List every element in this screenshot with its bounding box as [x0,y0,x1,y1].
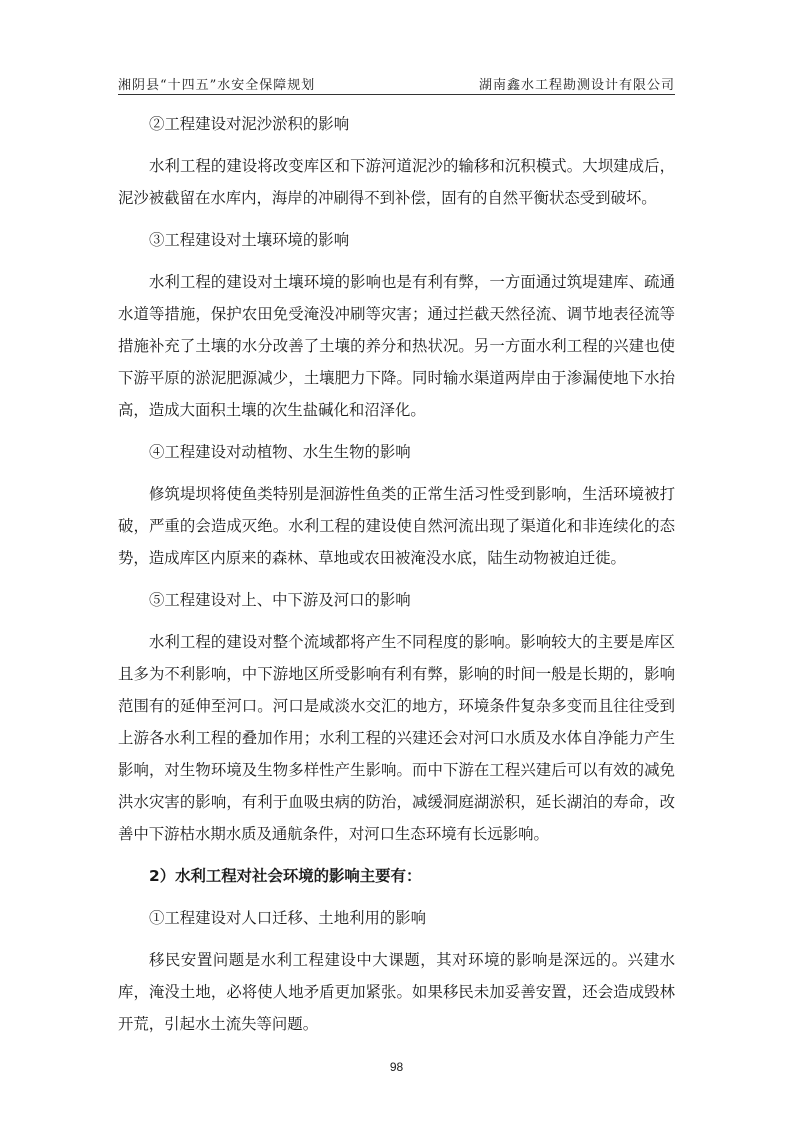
section-heading: ②工程建设对泥沙淤积的影响 [149,115,350,133]
section-heading: ④工程建设对动植物、水生生物的影响 [149,443,411,461]
subsection-paragraph: 移民安置问题是水利工程建设中大课题，其对环境的影响是深远的。兴建水库，淹没土地，必将使人地矛盾更加紧张。如果移民未加妥善安置，还会造成毁林开荒，引起水土流失等问题。 [118,951,675,1033]
page-header [118,74,675,95]
section-heading: ⑤工程建设对上、中下游及河口的影响 [149,591,411,609]
section-heading: ③工程建设对土壤环境的影响 [149,231,350,249]
header-document-title: 湘阴县“十四五”水安全保障规划 [118,78,316,93]
section-paragraph: 水利工程的建设将改变库区和下游河道泥沙的输移和沉积模式。大坝建成后，泥沙被截留在水库内，海岸的冲刷得不到补偿，固有的自然平衡状态受到破坏。 [118,157,675,207]
page-body [118,108,675,1050]
section-paragraph: 水利工程的建设对整个流域都将产生不同程度的影响。影响较大的主要是库区且多为不利影响，中下游地区所受影响有利有弊，影响的时间一般是长期的，影响范围有的延伸至河口。河口是咸淡水交汇的地方，环境条件复杂多变而且往往受到上游各水利工程的叠加作用；水利工程的兴建还会对河口水质及水体自净能力产生影响，对生物环境及生物多样性产生影响。而中下游在工程兴建后可以有效的减免洪水灾害的影响，有利于血吸虫病的防治，减缓洞庭湖淤积，延长湖泊的寿命，改善中下游枯水期水质及通航条件，对河口生态环境有长远影响。 [118,633,675,843]
section-paragraph: 修筑堤坝将使鱼类特别是洄游性鱼类的正常生活习性受到影响，生活环境被打破，严重的会造成灭绝。水利工程的建设使自然河流出现了渠道化和非连续化的态势，造成库区内原来的森林、草地或农田被淹没水底，陆生动物被迫迁徙。 [118,485,675,567]
page-number: 98 [389,1060,404,1074]
subsection-item-heading: ①工程建设对人口迁移、土地利用的影响 [149,909,427,927]
section-paragraph: 水利工程的建设对土壤环境的影响也是有利有弊，一方面通过筑堤建库、疏通水道等措施，保护农田免受淹没冲刷等灾害；通过拦截天然径流、调节地表径流等措施补充了土壤的水分改善了土壤的养分和热状况。另一方面水利工程的兴建也使下游平原的淤泥肥源减少，土壤肥力下降。同时输水渠道两岸由于渗漏使地下水抬高，造成大面积土壤的次生盐碱化和沼泽化。 [118,273,675,419]
subsection-heading: 2）水利工程对社会环境的影响主要有： [149,867,422,885]
header-company-name: 湖南鑫水工程勘测设计有限公司 [478,78,675,93]
